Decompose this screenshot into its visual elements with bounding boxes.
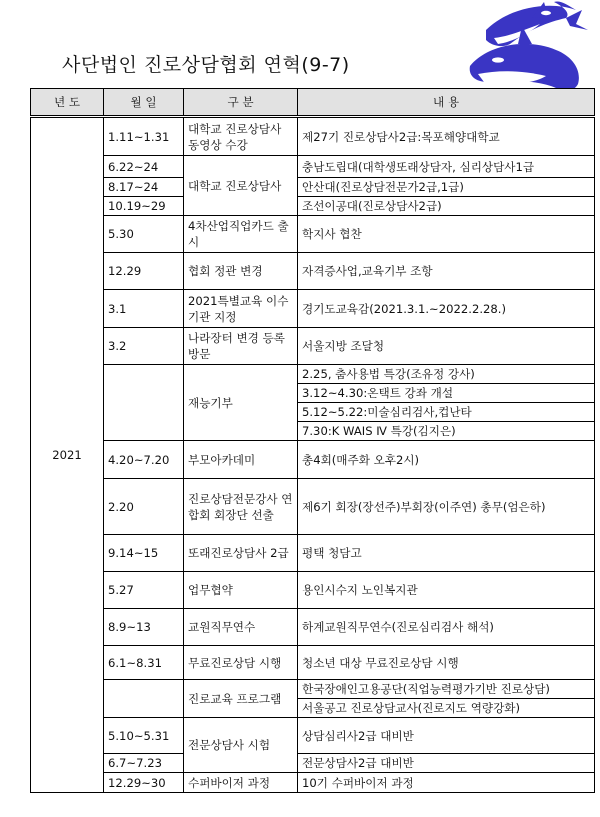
table-row bbox=[31, 754, 595, 773]
history-table bbox=[30, 88, 595, 793]
content-cell: 제27기 진로상담사2급:목포해양대학교 bbox=[298, 117, 595, 156]
header-year: 년 도 bbox=[31, 89, 104, 117]
category-cell: 진로상담전문강사 연합회 회장단 선출 bbox=[184, 479, 298, 535]
content-cell: 전문상담사2급 대비반 bbox=[298, 754, 595, 773]
category-cell: 교원직무연수 bbox=[184, 609, 298, 646]
category-cell: 재능기부 bbox=[184, 365, 298, 441]
date-cell: 6.22~24 bbox=[104, 156, 184, 178]
date-cell: 5.30 bbox=[104, 216, 184, 253]
date-cell: 12.29~30 bbox=[104, 773, 184, 793]
header-content: 내 용 bbox=[298, 89, 595, 117]
table-row bbox=[31, 773, 595, 793]
category-cell: 4차산업직업카드 출시 bbox=[184, 216, 298, 253]
table-row bbox=[31, 253, 595, 290]
table-row bbox=[31, 441, 595, 479]
orca-whales-icon bbox=[448, 0, 600, 98]
date-cell: 12.29 bbox=[104, 253, 184, 290]
content-cell: 7.30:K WAIS Ⅳ 특강(김지은) bbox=[298, 422, 595, 441]
content-cell: 평택 청담고 bbox=[298, 535, 595, 572]
category-cell: 또래진로상담사 2급 bbox=[184, 535, 298, 572]
category-cell: 대학교 진로상담사 bbox=[184, 156, 298, 216]
content-cell: 조선이공대(진로상담사2급) bbox=[298, 197, 595, 216]
date-cell: 8.9~13 bbox=[104, 609, 184, 646]
table-row bbox=[31, 156, 595, 178]
date-cell: 1.11~1.31 bbox=[104, 117, 184, 156]
date-cell: 6.7~7.23 bbox=[104, 754, 184, 773]
category-cell: 2021특별교육 이수기관 지정 bbox=[184, 290, 298, 328]
date-cell: 3.2 bbox=[104, 328, 184, 365]
category-cell: 진로교육 프로그램 bbox=[184, 680, 298, 718]
date-cell bbox=[104, 680, 184, 718]
page-title: 사단법인 진로상담협회 연혁(9-7) bbox=[62, 54, 350, 76]
content-cell: 청소년 대상 무료진로상담 시행 bbox=[298, 646, 595, 680]
header-date: 월 일 bbox=[104, 89, 184, 117]
content-cell: 총4회(매주화 오후2시) bbox=[298, 441, 595, 479]
table-row bbox=[31, 365, 595, 384]
table-row bbox=[31, 609, 595, 646]
content-cell: 2.25, 춤사용법 특강(조유정 강사) bbox=[298, 365, 595, 384]
table-row bbox=[31, 197, 595, 216]
content-cell: 하계교원직무연수(진로심리검사 해석) bbox=[298, 609, 595, 646]
content-cell: 경기도교육감(2021.3.1.~2022.2.28.) bbox=[298, 290, 595, 328]
content-cell: 상담심리사2급 대비반 bbox=[298, 718, 595, 754]
content-cell: 5.12~5.22:미술심리검사,컵난타 bbox=[298, 403, 595, 422]
table-row bbox=[31, 216, 595, 253]
date-cell: 6.1~8.31 bbox=[104, 646, 184, 680]
category-cell: 협회 정관 변경 bbox=[184, 253, 298, 290]
content-cell: 충남도립대(대학생또래상담자, 심리상담사1급 bbox=[298, 156, 595, 178]
content-cell: 안산대(진로상담전문가2급,1급) bbox=[298, 178, 595, 197]
header-category: 구 분 bbox=[184, 89, 298, 117]
content-cell: 자격증사업,교육기부 조항 bbox=[298, 253, 595, 290]
date-cell bbox=[104, 365, 184, 441]
category-cell: 업무협약 bbox=[184, 572, 298, 609]
table-row bbox=[31, 117, 595, 156]
table-row bbox=[31, 572, 595, 609]
category-cell: 부모아카데미 bbox=[184, 441, 298, 479]
content-cell: 10기 수퍼바이저 과정 bbox=[298, 773, 595, 793]
category-cell: 나라장터 변경 등록 방문 bbox=[184, 328, 298, 365]
category-cell: 전문상담사 시험 bbox=[184, 718, 298, 773]
date-cell: 9.14~15 bbox=[104, 535, 184, 572]
date-cell: 5.10~5.31 bbox=[104, 718, 184, 754]
content-cell: 한국장애인고용공단(직업능력평가기반 진로상담) bbox=[298, 680, 595, 699]
date-cell: 5.27 bbox=[104, 572, 184, 609]
content-cell: 서울지방 조달청 bbox=[298, 328, 595, 365]
content-cell: 학지사 협찬 bbox=[298, 216, 595, 253]
date-cell: 8.17~24 bbox=[104, 178, 184, 197]
content-cell: 서울공고 진로상담교사(진로지도 역량강화) bbox=[298, 699, 595, 718]
table-row bbox=[31, 646, 595, 680]
category-cell: 대학교 진로상담사 동영상 수강 bbox=[184, 117, 298, 156]
table-row bbox=[31, 178, 595, 197]
year-cell: 2021 bbox=[31, 117, 104, 793]
table-row bbox=[31, 290, 595, 328]
date-cell: 4.20~7.20 bbox=[104, 441, 184, 479]
date-cell: 10.19~29 bbox=[104, 197, 184, 216]
content-cell: 제6기 회장(장선주)부회장(이주연) 총무(엄은하) bbox=[298, 479, 595, 535]
orca-top-icon bbox=[486, 1, 588, 46]
table-header-row bbox=[31, 89, 595, 117]
content-cell: 용인시수지 노인복지관 bbox=[298, 572, 595, 609]
table-row bbox=[31, 479, 595, 535]
date-cell: 2.20 bbox=[104, 479, 184, 535]
table-row bbox=[31, 718, 595, 754]
category-cell: 무료진로상담 시행 bbox=[184, 646, 298, 680]
table-row bbox=[31, 680, 595, 699]
table-row bbox=[31, 328, 595, 365]
category-cell: 수퍼바이저 과정 bbox=[184, 773, 298, 793]
content-cell: 3.12~4.30:온택트 강좌 개설 bbox=[298, 384, 595, 403]
date-cell: 3.1 bbox=[104, 290, 184, 328]
table-row bbox=[31, 535, 595, 572]
